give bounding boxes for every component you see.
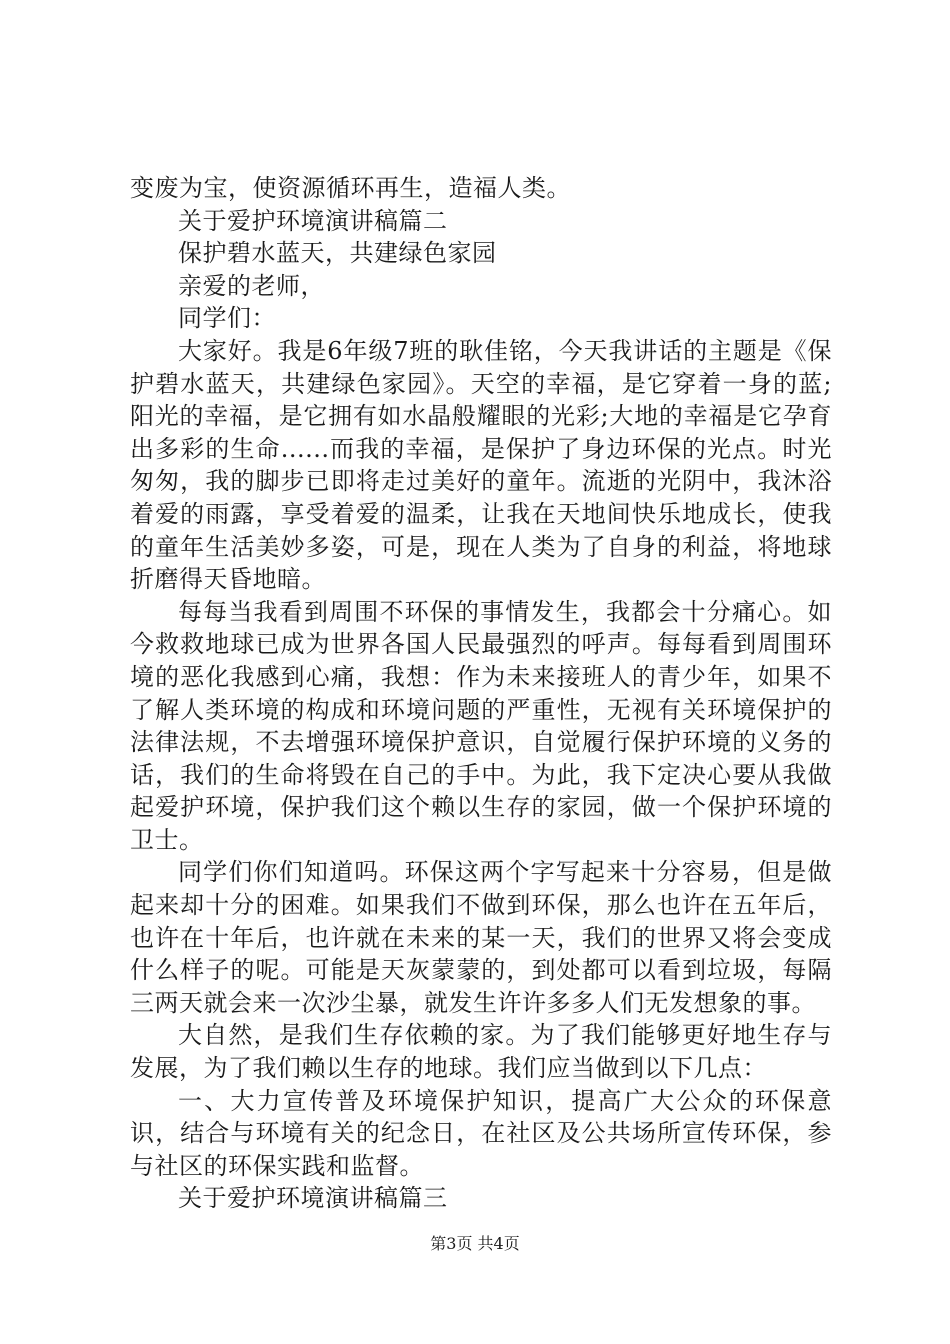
speech-title: 保护碧水蓝天，共建绿色家园 — [178, 239, 497, 268]
paragraph: 同学们你们知道吗。环保这两个字写起来十分容易，但是做起来却十分的困难。如果我们不做到环保，那么也许在五年后，也许在十年后，也许就在未来的某一天，我们的世界又将会变成什么样子的呢。可能是天灰蒙蒙的，到处都可以看到垃圾，每隔三两天就会来一次沙尘暴，就发生许许多多人们无发想象的事。 — [130, 858, 832, 1017]
paragraph: 每每当我看到周围不环保的事情发生，我都会十分痛心。如今救救地球已成为世界各国人民最强烈的呼声。每每看到周围环境的恶化我感到心痛，我想：作为未来接班人的青少年，如果不了解人类环境的构成和环境问题的严重性，无视有关环境保护的法律法规，不去增强环境保护意识，自觉履行保护环境的义务的话，我们的生命将毁在自己的手中。为此，我下定决心要从我做起爱护环境，保护我们这个赖以生存的家园，做一个保护环境的卫士。 — [130, 597, 832, 854]
paragraph: 大自然，是我们生存依赖的家。为了我们能够更好地生存与发展，为了我们赖以生存的地球。我们应当做到以下几点： — [130, 1021, 832, 1083]
paragraph-continuation: 变废为宝，使资源循环再生，造福人类。 — [130, 174, 571, 202]
section-heading: 关于爱护环境演讲稿篇三 — [178, 1184, 448, 1213]
salutation-teachers: 亲爱的老师， — [178, 271, 325, 300]
paragraph: 一、大力宣传普及环境保护知识，提高广大公众的环保意识，结合与环境有关的纪念日，在社区及公共场所宣传环保，参与社区的环保实践和监督。 — [130, 1086, 832, 1180]
salutation-students: 同学们： — [178, 304, 276, 333]
section-heading: 关于爱护环境演讲稿篇二 — [178, 206, 448, 235]
paragraph: 大家好。我是6年级7班的耿佳铭，今天我讲话的主题是《保护碧水蓝天，共建绿色家园》。天空的幸福，是它穿着一身的蓝;阳光的幸福，是它拥有如水晶般耀眼的光彩;大地的幸福是它孕育出多彩的生命......而我的幸福，是保护了身边环保的光点。时光匆匆，我的脚步已即将走过美好的童年。流逝的光阴中，我沐浴着爱的雨露，享受着爱的温柔，让我在天地间快乐地成长，使我的童年生活美妙多姿，可是，现在人类为了自身的利益，将地球折磨得天昏地暗。 — [130, 336, 832, 594]
document-body — [130, 172, 832, 1215]
page-number-footer: 第3页 共4页 — [430, 1234, 520, 1253]
